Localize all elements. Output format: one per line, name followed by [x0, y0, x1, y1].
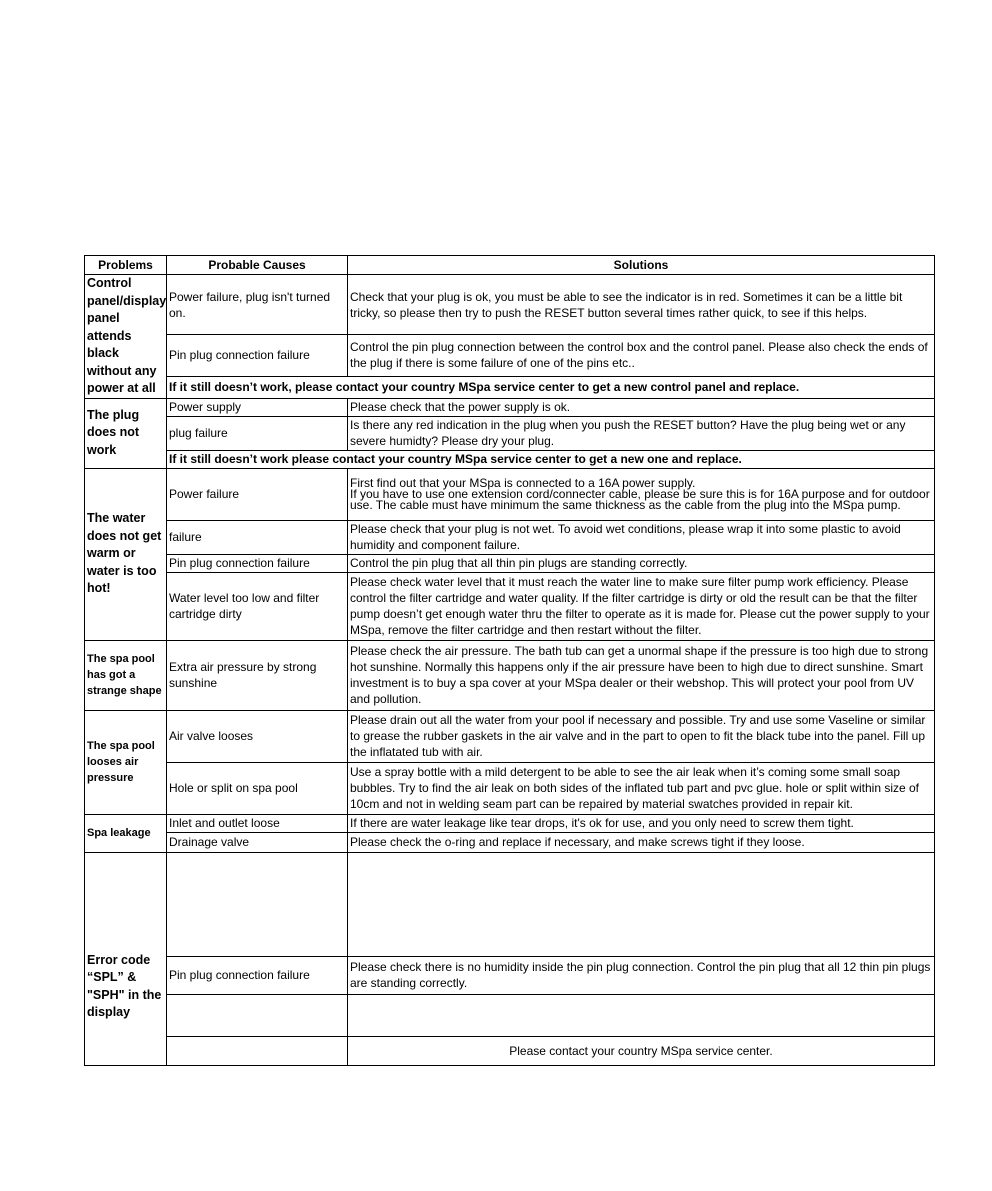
solution-cell: Please check there is no humidity inside the pin plug connection. Control the pin plug that all 12 thin pin plugs are standing correctly.	[348, 956, 935, 994]
error-code-label: Error code “SPL” & "SPH" in the display	[87, 952, 162, 1019]
solutions-header: Solutions	[348, 256, 935, 275]
contact-note: If it still doesn’t work please contact your country MSpa service center to get a new one and replace.	[167, 450, 935, 468]
table-row	[85, 335, 935, 377]
solution-cell	[348, 994, 935, 1036]
troubleshooting-table	[84, 255, 935, 1066]
solution-cell: Please check that the power supply is ok.	[348, 398, 935, 416]
solution-cell: Please check the o-ring and replace if necessary, and make screws tight if they loose.	[348, 832, 935, 852]
table-row	[85, 468, 935, 520]
cause-cell	[167, 1036, 348, 1065]
cause-cell: Pin plug connection failure	[167, 554, 348, 572]
solution-line: If you have to use one extension cord/connecter cable, please be sure this is for 16A purpose and for outdoor use. The cable must have minimum the same thickness as the cable from the plug into the MSpa pump.	[350, 486, 930, 512]
table-row	[85, 376, 935, 398]
table-row	[85, 994, 935, 1036]
solution-cell: Please drain out all the water from your pool if necessary and possible. Try and use some Vaseline or similar to grease the rubber gaskets in the air valve and in the part to open to fit the black tube into the panel. Fill up the inflatated tub with air.	[348, 710, 935, 762]
solution-cell: Please check water level that it must reach the water line to make sure filter pump work efficiency. Please control the filter cartridge and water quality. If the filter cartridge is dirty or old the result can be that the filter pump doesn’t get enough water thru the filter to operate as it is made for. Please cut the power supply to your MSpa, remove the filter cartridge and then restart without the filter.	[348, 572, 935, 640]
table-row	[85, 572, 935, 640]
table-row	[85, 554, 935, 572]
solution-cell: Please check that your plug is not wet. To avoid wet conditions, please wrap it into some plastic to avoid humidity and component failure.	[348, 520, 935, 554]
solution-cell: Control the pin plug that all thin pin plugs are standing correctly.	[348, 554, 935, 572]
problem-cell: The plug does not work	[85, 398, 167, 468]
problem-cell	[85, 852, 167, 1065]
solution-cell: Use a spray bottle with a mild detergent to be able to see the air leak when it’s coming some small soap bubbles. Try to find the air leak on both sides of the inflated tub part and pvc glue. hole or split within size of 10cm and not in welding seam part can be repaired by material swatches provided in repair kit.	[348, 762, 935, 814]
cause-cell: Air valve looses	[167, 710, 348, 762]
solution-cell	[348, 852, 935, 956]
problem-cell: The spa pool has got a strange shape	[85, 640, 167, 710]
cause-cell: Pin plug connection failure	[167, 335, 348, 377]
problem-cell: Control panel/display panel attends black without any power at all	[85, 275, 167, 399]
problem-cell: Spa leakage	[85, 814, 167, 852]
table-row	[85, 814, 935, 832]
solution-cell: If there are water leakage like tear drops, it's ok for use, and you only need to screw them tight.	[348, 814, 935, 832]
solution-cell: Please check the air pressure. The bath tub can get a unormal shape if the pressure is too high due to strong hot sunshine. Normally this happens only if the air pressure have been to high due to direct sunshine. Smart investment is to buy a spa cover at your MSpa dealer or their webshop. This will protect your pool from UV and pollution.	[348, 640, 935, 710]
problem-cell: The spa pool looses air pressure	[85, 710, 167, 814]
cause-cell: Power supply	[167, 398, 348, 416]
cause-cell: Pin plug connection failure	[167, 956, 348, 994]
cause-cell: Hole or split on spa pool	[167, 762, 348, 814]
cause-cell: Extra air pressure by strong sunshine	[167, 640, 348, 710]
table-row	[85, 956, 935, 994]
troubleshooting-table-wrapper	[84, 255, 935, 1066]
table-row	[85, 275, 935, 335]
problem-cell: The water does not get warm or water is too hot!	[85, 468, 167, 640]
table-row	[85, 852, 935, 956]
table-row	[85, 450, 935, 468]
solution-cell: Control the pin plug connection between the control box and the control panel. Please also check the ends of the plug if there is some failure of one of the pins etc..	[348, 335, 935, 377]
table-row	[85, 520, 935, 554]
solution-cell: Please contact your country MSpa service center.	[348, 1036, 935, 1065]
header-row	[85, 256, 935, 275]
table-row	[85, 398, 935, 416]
cause-cell	[167, 852, 348, 956]
cause-cell: Water level too low and filter cartridge dirty	[167, 572, 348, 640]
table-row	[85, 710, 935, 762]
table-row	[85, 832, 935, 852]
solution-line: First find out that your MSpa is connected to a 16A power supply.	[350, 475, 696, 490]
solution-cell: Is there any red indication in the plug when you push the RESET button? Have the plug being wet or any severe humidty? Please dry your plug.	[348, 416, 935, 450]
cause-cell: plug failure	[167, 416, 348, 450]
table-row	[85, 416, 935, 450]
cause-cell: failure	[167, 520, 348, 554]
problems-header: Problems	[85, 256, 167, 275]
cause-cell: Drainage valve	[167, 832, 348, 852]
cause-cell: Inlet and outlet loose	[167, 814, 348, 832]
solution-cell: Check that your plug is ok, you must be able to see the indicator is in red. Sometimes it can be a little bit tricky, so please then try to push the RESET button several times rather quick, to see if this helps.	[348, 275, 935, 335]
cause-cell	[167, 994, 348, 1036]
solution-cell	[348, 468, 935, 520]
cause-cell: Power failure	[167, 468, 348, 520]
causes-header: Probable Causes	[167, 256, 348, 275]
contact-note: If it still doesn’t work, please contact your country MSpa service center to get a new control panel and replace.	[167, 376, 935, 398]
table-row	[85, 762, 935, 814]
table-row	[85, 640, 935, 710]
cause-cell: Power failure, plug isn't turned on.	[167, 275, 348, 335]
table-row	[85, 1036, 935, 1065]
